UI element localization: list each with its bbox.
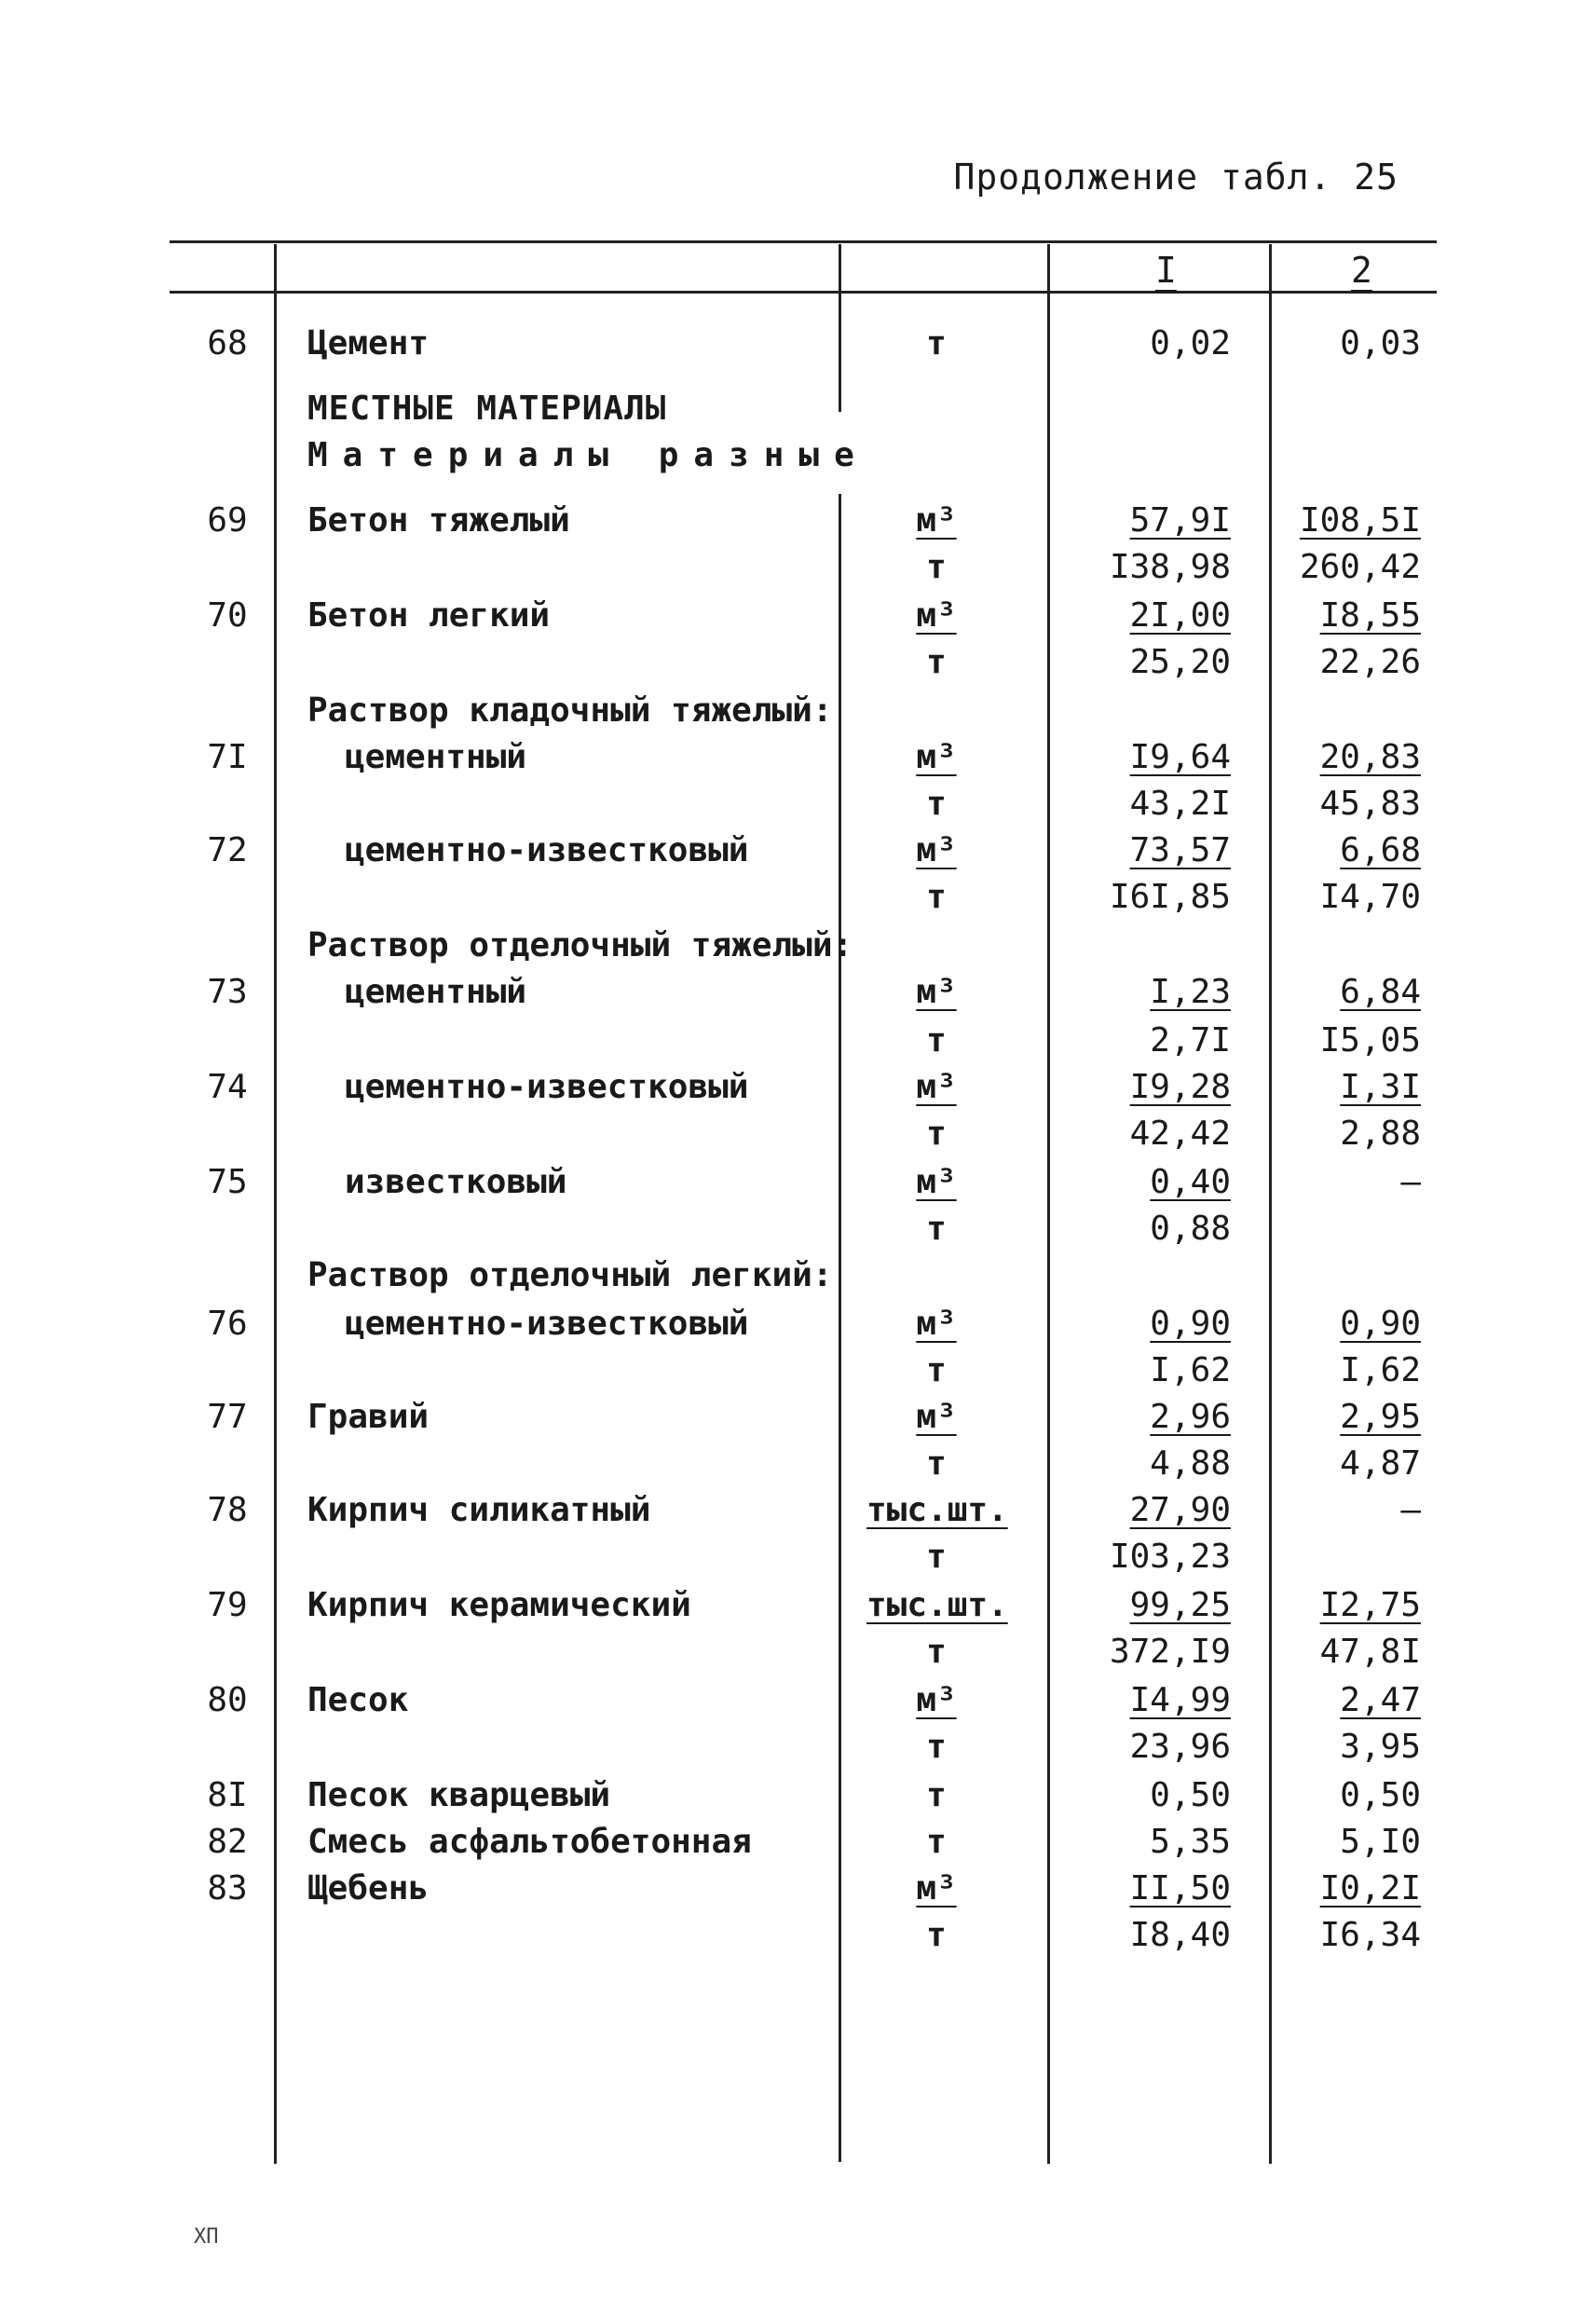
material-name: Раствор кладочный тяжелый: — [307, 691, 833, 730]
unit-of-measure: м³ — [916, 1398, 957, 1436]
table-row — [0, 1534, 1596, 1582]
table-row — [0, 1111, 1596, 1159]
value-col-2: 6,68 — [1340, 831, 1421, 869]
value-col-1: I9,28 — [1129, 1068, 1231, 1106]
unit-of-measure: т — [926, 1021, 947, 1060]
value-col-1: 2,96 — [1150, 1398, 1231, 1436]
table-row — [0, 923, 1596, 971]
value-col-2: I4,70 — [1319, 878, 1421, 916]
table-row — [0, 1064, 1596, 1113]
unit-of-measure: т — [926, 1444, 947, 1483]
unit-of-measure: м³ — [916, 973, 957, 1011]
material-name: цементный — [345, 738, 527, 776]
value-col-1: I6I,85 — [1109, 878, 1231, 916]
unit-of-measure: т — [926, 1351, 947, 1389]
unit-of-measure: тыс.шт. — [866, 1491, 1008, 1529]
value-col-1: 73,57 — [1129, 831, 1231, 869]
table-row — [0, 321, 1596, 369]
table-row — [0, 1394, 1596, 1443]
table-row — [0, 1252, 1596, 1301]
row-number: 78 — [207, 1491, 248, 1529]
value-col-1: I03,23 — [1109, 1538, 1231, 1576]
unit-of-measure: т — [926, 878, 947, 916]
material-name: известковый — [345, 1163, 567, 1201]
value-col-1: 372,I9 — [1109, 1633, 1231, 1671]
unit-of-measure: т — [926, 1633, 947, 1671]
value-col-1: 0,02 — [1150, 324, 1231, 362]
column-header-1: I — [1155, 250, 1177, 291]
row-number: 77 — [207, 1398, 248, 1436]
material-name: Бетон тяжелый — [307, 501, 570, 540]
row-number: 82 — [207, 1823, 248, 1861]
value-col-1: 4,88 — [1150, 1444, 1231, 1483]
unit-of-measure: тыс.шт. — [866, 1586, 1008, 1624]
value-col-1: 0,40 — [1150, 1163, 1231, 1201]
value-col-2: 2,88 — [1340, 1114, 1421, 1153]
row-number: 83 — [207, 1869, 248, 1908]
value-col-1: I4,99 — [1129, 1681, 1231, 1719]
value-col-1: I38,98 — [1109, 548, 1231, 586]
table-row — [0, 827, 1596, 876]
material-name: Раствор отделочный легкий: — [307, 1256, 833, 1294]
value-col-1: 57,9I — [1129, 501, 1231, 540]
table-row — [0, 1441, 1596, 1489]
unit-of-measure: м³ — [916, 1681, 957, 1719]
value-col-2: I,3I — [1340, 1068, 1421, 1106]
value-col-1: 23,96 — [1129, 1728, 1231, 1766]
value-col-2: I6,34 — [1319, 1916, 1421, 1954]
table-row — [0, 544, 1596, 593]
material-name: Кирпич силикатный — [307, 1491, 651, 1529]
table-row — [0, 1206, 1596, 1254]
material-name: Щебень — [307, 1869, 430, 1908]
unit-of-measure: т — [926, 1916, 947, 1954]
material-name: Цемент — [307, 324, 430, 362]
value-col-2: 47,8I — [1319, 1633, 1421, 1671]
column-header-2: 2 — [1351, 250, 1372, 291]
unit-of-measure: м³ — [916, 1305, 957, 1343]
value-col-2: 3,95 — [1340, 1728, 1421, 1766]
value-col-1: 0,90 — [1150, 1305, 1231, 1343]
material-name: цементный — [345, 973, 527, 1011]
value-col-2: 260,42 — [1299, 548, 1421, 586]
table-row — [0, 874, 1596, 923]
table-row — [0, 969, 1596, 1018]
table-row — [0, 1629, 1596, 1677]
value-col-1: 27,90 — [1129, 1491, 1231, 1529]
value-col-1: 0,50 — [1150, 1776, 1231, 1814]
material-name: Смесь асфальтобетонная — [307, 1823, 752, 1861]
value-col-2: 20,83 — [1319, 738, 1421, 776]
value-col-2: 0,03 — [1340, 324, 1421, 362]
table-row — [0, 1487, 1596, 1536]
material-name: Кирпич керамический — [307, 1586, 691, 1624]
unit-of-measure: м³ — [916, 596, 957, 635]
row-number: 70 — [207, 596, 248, 635]
unit-of-measure: т — [926, 1210, 947, 1248]
value-col-2: 6,84 — [1340, 973, 1421, 1011]
row-number: 74 — [207, 1068, 248, 1106]
row-number: 7I — [207, 738, 248, 776]
unit-of-measure: т — [926, 643, 947, 681]
value-col-1: 5,35 — [1150, 1823, 1231, 1861]
value-col-2: – — [1400, 1163, 1421, 1201]
unit-of-measure: т — [926, 1114, 947, 1153]
material-name: Гравий — [307, 1398, 430, 1436]
value-col-1: 0,88 — [1150, 1210, 1231, 1248]
unit-of-measure: т — [926, 1823, 947, 1861]
value-col-1: I,62 — [1150, 1351, 1231, 1389]
table-row — [0, 1912, 1596, 1961]
row-number: 8I — [207, 1776, 248, 1814]
table-row — [0, 1866, 1596, 1914]
value-col-2: I,62 — [1340, 1351, 1421, 1389]
value-col-1: I8,40 — [1129, 1916, 1231, 1954]
material-name: Песок кварцевый — [307, 1776, 611, 1814]
row-number: 73 — [207, 973, 248, 1011]
unit-of-measure: т — [926, 324, 947, 362]
table-row — [0, 1772, 1596, 1821]
table-row — [0, 1724, 1596, 1772]
section-title-local: МЕСТНЫЕ МАТЕРИАЛЫ — [307, 390, 667, 428]
unit-of-measure: т — [926, 785, 947, 823]
table-row — [0, 688, 1596, 736]
unit-of-measure: т — [926, 1538, 947, 1576]
table-row — [0, 1347, 1596, 1396]
table-top-rule — [170, 240, 1437, 243]
row-number: 69 — [207, 501, 248, 540]
value-col-2: 2,95 — [1340, 1398, 1421, 1436]
unit-of-measure: т — [926, 1728, 947, 1766]
material-name: цементно-известковый — [345, 1305, 749, 1343]
unit-of-measure: м³ — [916, 831, 957, 869]
row-number: 68 — [207, 324, 248, 362]
value-col-1: I9,64 — [1129, 738, 1231, 776]
table-row — [0, 1677, 1596, 1726]
value-col-1: 25,20 — [1129, 643, 1231, 681]
table-row — [0, 1159, 1596, 1208]
row-number: 75 — [207, 1163, 248, 1201]
value-col-2: 5,I0 — [1340, 1823, 1421, 1861]
value-col-1: II,50 — [1129, 1869, 1231, 1908]
unit-of-measure: м³ — [916, 1869, 957, 1908]
value-col-2: I5,05 — [1319, 1021, 1421, 1060]
unit-of-measure: м³ — [916, 1163, 957, 1201]
row-number: 76 — [207, 1305, 248, 1343]
unit-of-measure: т — [926, 548, 947, 586]
material-name: Песок — [307, 1681, 409, 1719]
material-name: цементно-известковый — [345, 831, 749, 869]
row-number: 72 — [207, 831, 248, 869]
unit-of-measure: т — [926, 1776, 947, 1814]
value-col-2: – — [1400, 1491, 1421, 1529]
table-row — [0, 1018, 1596, 1066]
value-col-2: 2,47 — [1340, 1681, 1421, 1719]
unit-of-measure: м³ — [916, 501, 957, 540]
value-col-1: 99,25 — [1129, 1586, 1231, 1624]
value-col-2: 4,87 — [1340, 1444, 1421, 1483]
value-col-2: 0,50 — [1340, 1776, 1421, 1814]
value-col-2: I2,75 — [1319, 1586, 1421, 1624]
row-number: 79 — [207, 1586, 248, 1624]
value-col-1: 2,7I — [1150, 1021, 1231, 1060]
value-col-1: 2I,00 — [1129, 596, 1231, 635]
material-name: Раствор отделочный тяжелый: — [307, 926, 853, 964]
value-col-1: 43,2I — [1129, 785, 1231, 823]
section-title-various: Материалы разные — [307, 436, 869, 474]
unit-of-measure: м³ — [916, 1068, 957, 1106]
table-row — [0, 1301, 1596, 1349]
value-col-2: I08,5I — [1299, 501, 1421, 540]
value-col-2: I0,2I — [1319, 1869, 1421, 1908]
table-row — [0, 1582, 1596, 1631]
table-row — [0, 498, 1596, 546]
material-name: цементно-известковый — [345, 1068, 749, 1106]
row-number: 80 — [207, 1681, 248, 1719]
unit-of-measure: м³ — [916, 738, 957, 776]
table-row — [0, 593, 1596, 641]
page-header: Продолжение табл. 25 — [953, 157, 1398, 198]
table-row — [0, 781, 1596, 829]
footer-mark: ХП — [194, 2225, 219, 2249]
value-col-2: 45,83 — [1319, 785, 1421, 823]
table-row — [0, 1819, 1596, 1867]
value-col-1: I,23 — [1150, 973, 1231, 1011]
value-col-2: 0,90 — [1340, 1305, 1421, 1343]
material-name: Бетон легкий — [307, 596, 551, 635]
value-col-1: 42,42 — [1129, 1114, 1231, 1153]
value-col-2: 22,26 — [1319, 643, 1421, 681]
table-row — [0, 734, 1596, 783]
table-header-rule — [170, 291, 1437, 294]
value-col-2: I8,55 — [1319, 596, 1421, 635]
table-row — [0, 639, 1596, 688]
